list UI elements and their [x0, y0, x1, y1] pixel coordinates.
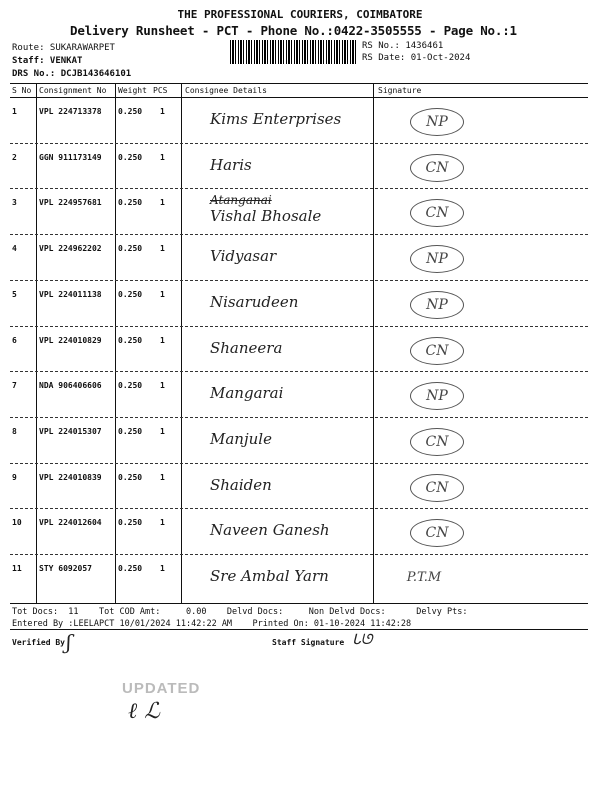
- document-subtitle: Delivery Runsheet - PCT - Phone No.:0422-3505555 - Page No.:1: [70, 23, 517, 38]
- col-weight: Weight: [118, 86, 147, 95]
- row-weight: 0.250: [118, 244, 143, 254]
- row-signature: P.T.M: [406, 570, 442, 585]
- row-divider: [10, 143, 588, 144]
- row-sno: 3: [12, 198, 17, 208]
- row-sno: 7: [12, 381, 17, 391]
- row-consignee-name: Vidyasar: [210, 247, 277, 266]
- row-consignee-name: Naveen Ganesh: [210, 521, 330, 540]
- verified-by-label: Verified By: [12, 638, 65, 647]
- row-consignee-name: Manjule: [210, 429, 272, 448]
- row-weight: 0.250: [118, 289, 143, 299]
- row-signature: NP: [410, 382, 464, 410]
- staff-signature-mark: ᒐᘎ: [352, 632, 373, 648]
- row-divider: [10, 463, 588, 464]
- row-pcs: 1: [160, 426, 165, 436]
- verifier-signature: ʃ: [66, 630, 72, 654]
- row-divider: [10, 417, 588, 418]
- row-signature: CN: [410, 428, 464, 456]
- row-weight: 0.250: [118, 152, 143, 162]
- row-weight: 0.250: [118, 107, 143, 116]
- row-signature: NP: [410, 291, 464, 319]
- entered-by-line: Entered By :LEELAPCT 10/01/2024 11:42:22 AM Printed On: 01-10-2024 11:42:28: [12, 619, 412, 629]
- row-sno: 8: [12, 426, 17, 436]
- totals-line: Tot Docs: 11 Tot COD Amt: 0.00 Delvd Docs: Non Delvd Docs: Delvy Pts:: [12, 607, 468, 617]
- row-consignment-no: VPL 224011138: [39, 289, 102, 299]
- row-consignment-no: VPL 224015307: [39, 426, 102, 436]
- row-pcs: 1: [160, 107, 165, 116]
- row-consignment-no: VPL 224010829: [39, 335, 102, 345]
- row-consignee-name: Vishal Bhosale: [210, 207, 322, 226]
- row-sno: 9: [12, 472, 17, 482]
- row-pcs: 1: [160, 289, 165, 299]
- row-consignment-no: STY 6092057: [39, 564, 92, 573]
- row-pcs: 1: [160, 198, 165, 208]
- updated-stamp: UPDATED: [122, 680, 201, 697]
- document-title: THE PROFESSIONAL COURIERS, COIMBATORE: [177, 8, 423, 21]
- col-pcs: PCS: [153, 86, 168, 95]
- row-consignee-name: Mangarai: [210, 384, 284, 403]
- col-divider: [181, 83, 182, 603]
- row-divider: [10, 554, 588, 555]
- row-weight: 0.250: [118, 564, 143, 573]
- row-signature: CN: [410, 519, 464, 547]
- row-weight: 0.250: [118, 198, 143, 208]
- row-weight: 0.250: [118, 335, 143, 345]
- staff-label: Staff: VENKAT: [12, 56, 83, 66]
- row-consignment-no: VPL 224010839: [39, 472, 102, 482]
- row-divider: [10, 280, 588, 281]
- header-left: [12, 42, 131, 81]
- row-weight: 0.250: [118, 426, 143, 436]
- row-weight: 0.250: [118, 472, 143, 482]
- row-pcs: 1: [160, 152, 165, 162]
- row-pcs: 1: [160, 472, 165, 482]
- row-consignee-name: Haris: [210, 155, 252, 174]
- row-consignment-no: VPL 224962202: [39, 244, 102, 254]
- drs-label: DRS No.: DCJB143646101: [12, 69, 132, 79]
- row-pcs: 1: [160, 244, 165, 254]
- row-pcs: 1: [160, 381, 165, 391]
- route-label: Route: SUKARAWARPET: [12, 43, 115, 53]
- row-consignment-no: VPL 224713378: [39, 107, 102, 116]
- rs-date: RS Date: 01-Oct-2024: [362, 53, 471, 63]
- row-consignee-name: Kims Enterprises: [210, 110, 342, 128]
- barcode: [230, 40, 358, 64]
- row-consignee-struck: Atanganai: [210, 193, 272, 208]
- handwritten-initials: ℓ ℒ: [128, 699, 161, 724]
- footer-summary: [12, 606, 467, 630]
- row-sno: 6: [12, 335, 17, 345]
- row-signature: NP: [410, 245, 464, 273]
- col-consignment: Consignment No: [39, 86, 107, 95]
- col-divider: [373, 83, 374, 603]
- row-consignment-no: GGN 911173149: [39, 152, 102, 162]
- row-signature: CN: [410, 154, 464, 182]
- table-header-line: [10, 97, 588, 98]
- row-weight: 0.250: [118, 518, 143, 528]
- row-consignee-name: Shaneera: [210, 338, 283, 357]
- row-signature: CN: [410, 337, 464, 365]
- col-signature: Signature: [378, 86, 422, 95]
- row-divider: [10, 188, 588, 189]
- row-divider: [10, 371, 588, 372]
- header-right: [362, 40, 470, 64]
- row-signature: CN: [410, 474, 464, 502]
- row-divider: [10, 508, 588, 509]
- row-sno: 2: [12, 152, 17, 162]
- row-signature: NP: [410, 108, 464, 136]
- row-consignment-no: VPL 224012604: [39, 518, 102, 528]
- row-signature: CN: [410, 199, 464, 227]
- row-consignee-name: Shaiden: [210, 475, 272, 494]
- row-sno: 5: [12, 289, 17, 299]
- row-divider: [10, 326, 588, 327]
- row-consignment-no: VPL 224957681: [39, 198, 102, 208]
- row-sno: 1: [12, 107, 17, 116]
- row-divider: [10, 234, 588, 235]
- row-weight: 0.250: [118, 381, 143, 391]
- staff-signature-label: Staff Signature: [272, 638, 345, 647]
- row-sno: 4: [12, 244, 17, 254]
- row-pcs: 1: [160, 564, 165, 573]
- row-pcs: 1: [160, 518, 165, 528]
- col-divider: [115, 83, 116, 603]
- col-consignee: Consignee Details: [185, 86, 267, 95]
- row-consignee-name: Sre Ambal Yarn: [210, 567, 329, 585]
- row-sno: 11: [12, 564, 22, 573]
- row-consignment-no: NDA 906406606: [39, 381, 102, 391]
- row-consignee-name: Nisarudeen: [210, 292, 299, 311]
- col-sno: S No: [12, 86, 32, 95]
- row-pcs: 1: [160, 335, 165, 345]
- row-sno: 10: [12, 518, 22, 528]
- rs-number: RS No.: 1436461: [362, 41, 444, 51]
- col-divider: [36, 83, 37, 603]
- table-top-line: [10, 83, 588, 84]
- footer-line: [10, 629, 588, 630]
- table-bottom-line: [10, 603, 588, 604]
